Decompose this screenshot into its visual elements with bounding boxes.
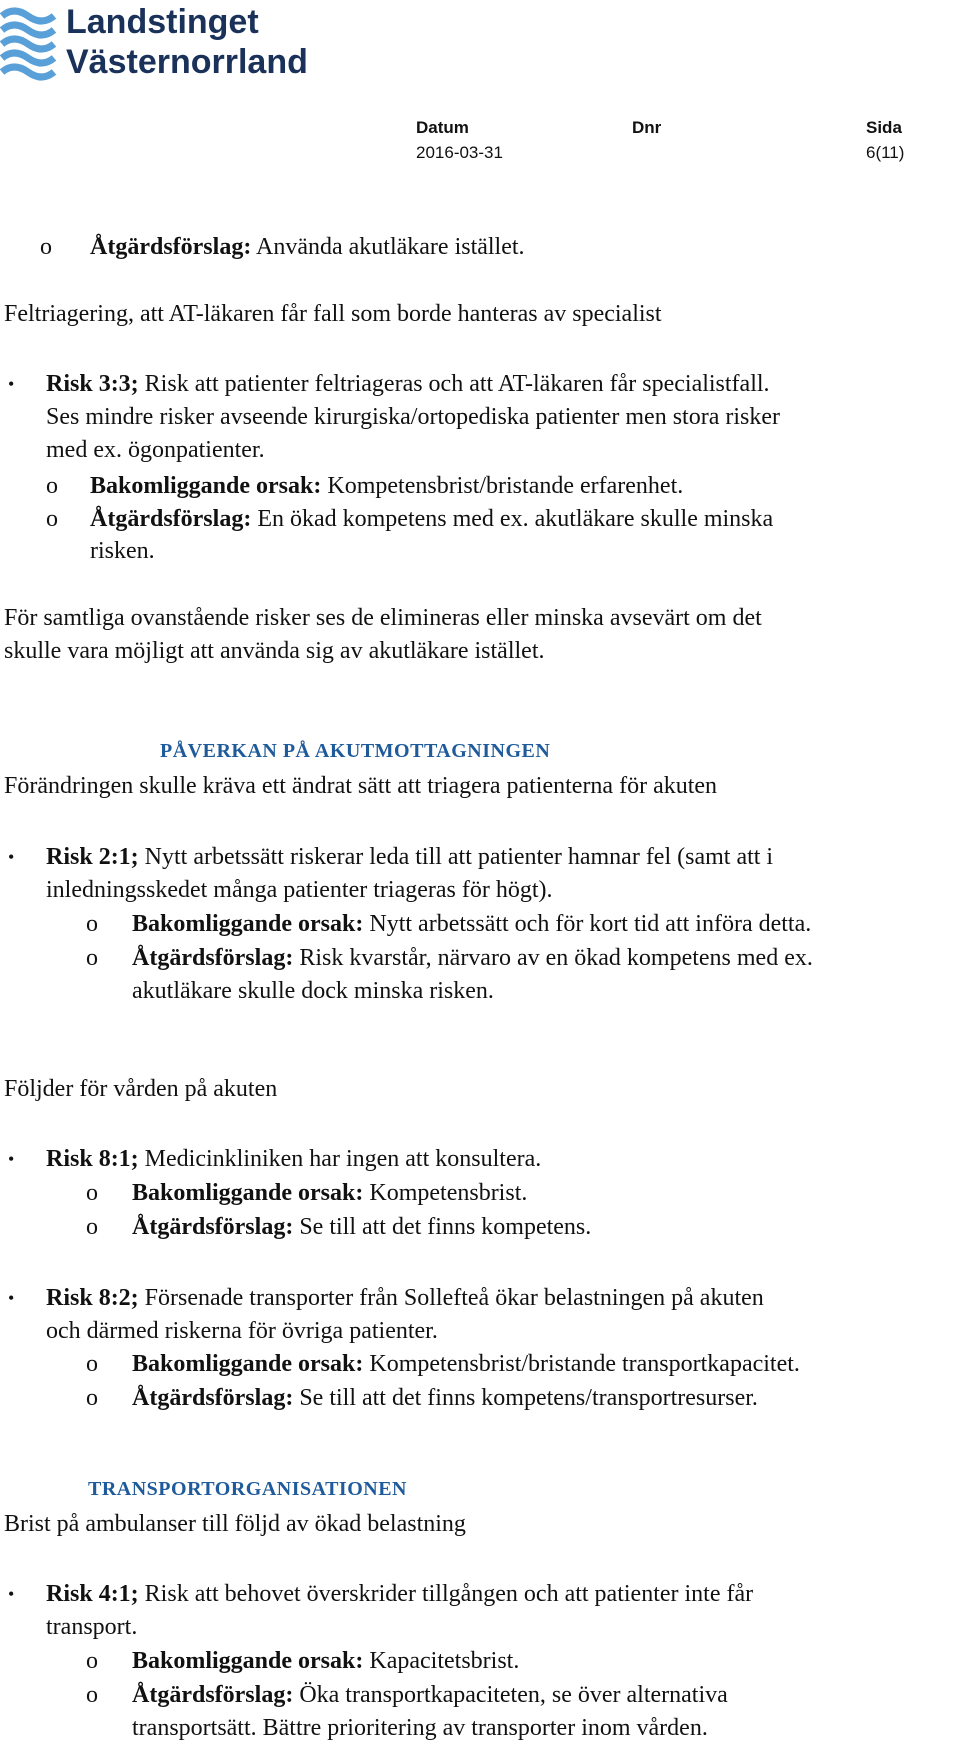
section-title: TRANSPORTORGANISATIONEN: [88, 1478, 407, 1500]
atgard-label: Åtgärdsförslag:: [132, 1214, 294, 1240]
orsak-label: Bakomliggande orsak:: [132, 1351, 364, 1377]
wave-icon: [0, 4, 56, 86]
orsak-label: Bakomliggande orsak:: [132, 1648, 364, 1674]
atgard-text: Använda akutläkare istället.: [251, 234, 525, 260]
brand-line2: Västernorrland: [66, 43, 308, 81]
sub-marker: o: [86, 911, 98, 937]
atgard-line: Åtgärdsförslag: Se till att det finns kompetens.: [132, 1214, 592, 1240]
orsak-label: Bakomliggande orsak:: [132, 911, 364, 937]
risk-line-2: och därmed riskerna för övriga patienter.: [46, 1318, 438, 1344]
atgard-cont: risken.: [90, 538, 155, 564]
section-title: PÅVERKAN PÅ AKUTMOTTAGNINGEN: [160, 740, 551, 762]
risk-line: Risk 8:1; Medicinkliniken har ingen att konsultera.: [46, 1146, 542, 1172]
sida-label: Sida: [866, 118, 902, 137]
risk-line-2: inledningsskedet många patienter triageras för högt).: [46, 877, 553, 903]
sida-value: 6(11): [866, 143, 905, 162]
orsak-line: Bakomliggande orsak: Kompetensbrist.: [132, 1180, 528, 1206]
orsak-line: Bakomliggande orsak: Kompetensbrist/bristande erfarenhet.: [90, 473, 684, 499]
sub-marker: o: [86, 1180, 98, 1206]
bullet-marker: •: [8, 1584, 15, 1604]
summary-line-2: skulle vara möjligt att använda sig av akutläkare istället.: [4, 638, 545, 664]
atgard-label: Åtgärdsförslag:: [132, 1385, 294, 1411]
atgard-line: [90, 233, 525, 261]
risk-line-2: transport.: [46, 1614, 138, 1640]
atgard-label: Åtgärdsförslag:: [90, 506, 252, 532]
orsak-label: Bakomliggande orsak:: [132, 1180, 364, 1206]
atgard-line: Åtgärdsförslag: En ökad kompetens med ex. akutläkare skulle minska: [90, 506, 774, 532]
bullet-marker: •: [8, 1149, 15, 1169]
atgard-label: Åtgärdsförslag:: [132, 1682, 294, 1708]
risk-line: Risk 2:1; Nytt arbetssätt riskerar leda till att patienter hamnar fel (samt att i: [46, 844, 774, 870]
sub-marker: o: [46, 506, 58, 532]
atgard-line: Åtgärdsförslag: Risk kvarstår, närvaro av en ökad kompetens med ex.: [132, 945, 813, 971]
section-heading: Följder för vården på akuten: [4, 1076, 278, 1102]
datum-value: 2016-03-31: [416, 143, 503, 162]
risk-label: Risk 3:3;: [46, 371, 139, 397]
sub-marker: o: [86, 945, 98, 971]
orsak-line: Bakomliggande orsak: Kompetensbrist/bristande transportkapacitet.: [132, 1351, 800, 1377]
bullet-marker: •: [8, 1288, 15, 1308]
brand-logo: [0, 0, 330, 90]
section-heading: Förändringen skulle kräva ett ändrat sätt att triagera patienterna för akuten: [4, 773, 718, 799]
atgard-line: Åtgärdsförslag: Se till att det finns kompetens/transportresurser.: [132, 1385, 758, 1411]
risk-line-3: med ex. ögonpatienter.: [46, 437, 265, 463]
risk-line: Risk 3:3; Risk att patienter feltriageras och att AT-läkaren får specialistfall.: [46, 371, 770, 397]
risk-line: Risk 4:1; Risk att behovet överskrider tillgången och att patienter inte får: [46, 1581, 754, 1607]
risk-line-2: Ses mindre risker avseende kirurgiska/ortopediska patienter men stora risker: [46, 404, 781, 430]
section-heading: Feltriagering, att AT-läkaren får fall som borde hanteras av specialist: [4, 301, 662, 327]
atgard-label: Åtgärdsförslag:: [132, 945, 294, 971]
atgard-cont: transportsätt. Bättre prioritering av transporter inom vården.: [132, 1715, 708, 1741]
orsak-line: Bakomliggande orsak: Kapacitetsbrist.: [132, 1648, 520, 1674]
sub-marker: o: [86, 1385, 98, 1411]
bullet-marker: •: [8, 847, 15, 867]
summary-line-1: För samtliga ovanstående risker ses de elimineras eller minska avsevärt om det: [4, 605, 762, 631]
orsak-label: Bakomliggande orsak:: [90, 473, 322, 499]
section-heading: Brist på ambulanser till följd av ökad belastning: [4, 1511, 466, 1537]
atgard-cont: akutläkare skulle dock minska risken.: [132, 978, 494, 1004]
datum-label: Datum: [416, 118, 469, 137]
sub-marker: o: [86, 1682, 98, 1708]
risk-label: Risk 4:1;: [46, 1581, 139, 1607]
risk-line: Risk 8:2; Försenade transporter från Sollefteå ökar belastningen på akuten: [46, 1285, 764, 1311]
sub-marker: o: [86, 1214, 98, 1240]
atgard-label: Åtgärdsförslag:: [90, 234, 252, 260]
risk-label: Risk 8:2;: [46, 1285, 139, 1311]
risk-label: Risk 8:1;: [46, 1146, 139, 1172]
dnr-label: Dnr: [632, 118, 662, 137]
atgard-line: Åtgärdsförslag: Öka transportkapaciteten, se över alternativa: [132, 1682, 728, 1708]
sub-marker: o: [46, 473, 58, 499]
brand-line1: Landstinget: [66, 3, 259, 41]
risk-label: Risk 2:1;: [46, 844, 139, 870]
sub-marker: o: [86, 1648, 98, 1674]
sub-marker: o: [86, 1351, 98, 1377]
orsak-line: Bakomliggande orsak: Nytt arbetssätt och för kort tid att införa detta.: [132, 911, 812, 937]
sub-marker: o: [40, 234, 52, 260]
bullet-marker: •: [8, 374, 15, 394]
